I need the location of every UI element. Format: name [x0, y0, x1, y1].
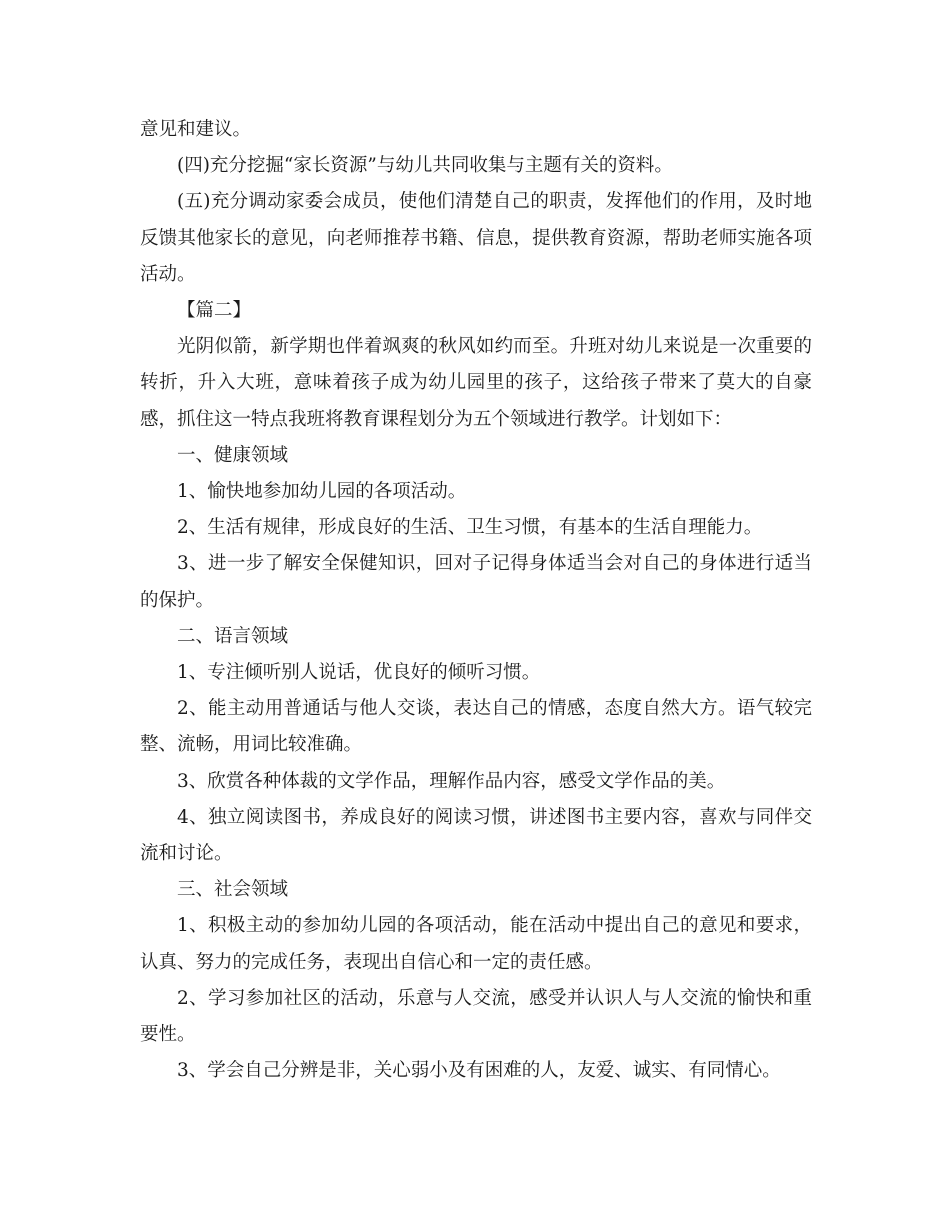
document-body [140, 112, 812, 1089]
list-item: 2、生活有规律，形成良好的生活、卫生习惯，有基本的生活自理能力。 [177, 517, 763, 539]
heading-health-domain: 一、健康领域 [177, 444, 289, 466]
list-item: 1、积极主动的参加幼儿园的各项活动，能在活动中提出自己的意见和要求，认真、努力的完成任务，表现出自信心和一定的责任感。 [140, 915, 812, 973]
paragraph-continuation: 意见和建议。 [140, 119, 252, 140]
list-item: 2、能主动用普通话与他人交谈，表达自己的情感，态度自然大方。语气较完整、流畅，用词比较准确。 [140, 698, 812, 756]
list-item: 3、欣赏各种体裁的文学作品，理解作品内容，感受文学作品的美。 [177, 770, 726, 792]
paragraph-item-4: (四)充分挖掘“家长资源”与幼儿共同收集与主题有关的资料。 [177, 155, 673, 177]
list-item: 4、独立阅读图书，养成良好的阅读习惯，讲述图书主要内容，喜欢与同伴交流和讨论。 [140, 806, 812, 865]
heading-social-domain: 三、社会领域 [177, 879, 289, 901]
list-item: 1、愉快地参加幼儿园的各项活动。 [177, 481, 467, 503]
paragraph-item-5: (五)充分调动家委会成员，使他们清楚自己的职责，发挥他们的作用，及时地反馈其他家长的意见，向老师推荐书籍、信息，提供教育资源，帮助老师实施各项活动。 [140, 191, 812, 285]
list-item: 3、进一步了解安全保健知识，回对子记得身体适当会对自己的身体进行适当的保护。 [140, 553, 812, 611]
list-item: 1、专注倾听别人说话，优良好的倾听习惯。 [177, 662, 541, 684]
section-heading-part-two: 【篇二】 [177, 300, 252, 322]
list-item: 2、学习参加社区的活动，乐意与人交流，感受并认识人与人交流的愉快和重要性。 [140, 987, 812, 1046]
paragraph-intro: 光阴似箭，新学期也伴着飒爽的秋风如约而至。升班对幼儿来说是一次重要的转折，升入大班，意味着孩子成为幼儿园里的孩子，这给孩子带来了莫大的自豪感，抓住这一特点我班将教育课程划分为五个领域进行教学。计划如下： [140, 336, 812, 430]
list-item: 3、学会自己分辨是非，关心弱小及有困难的人，友爱、诚实、有同情心。 [177, 1060, 781, 1082]
heading-language-domain: 二、语言领域 [177, 625, 289, 647]
